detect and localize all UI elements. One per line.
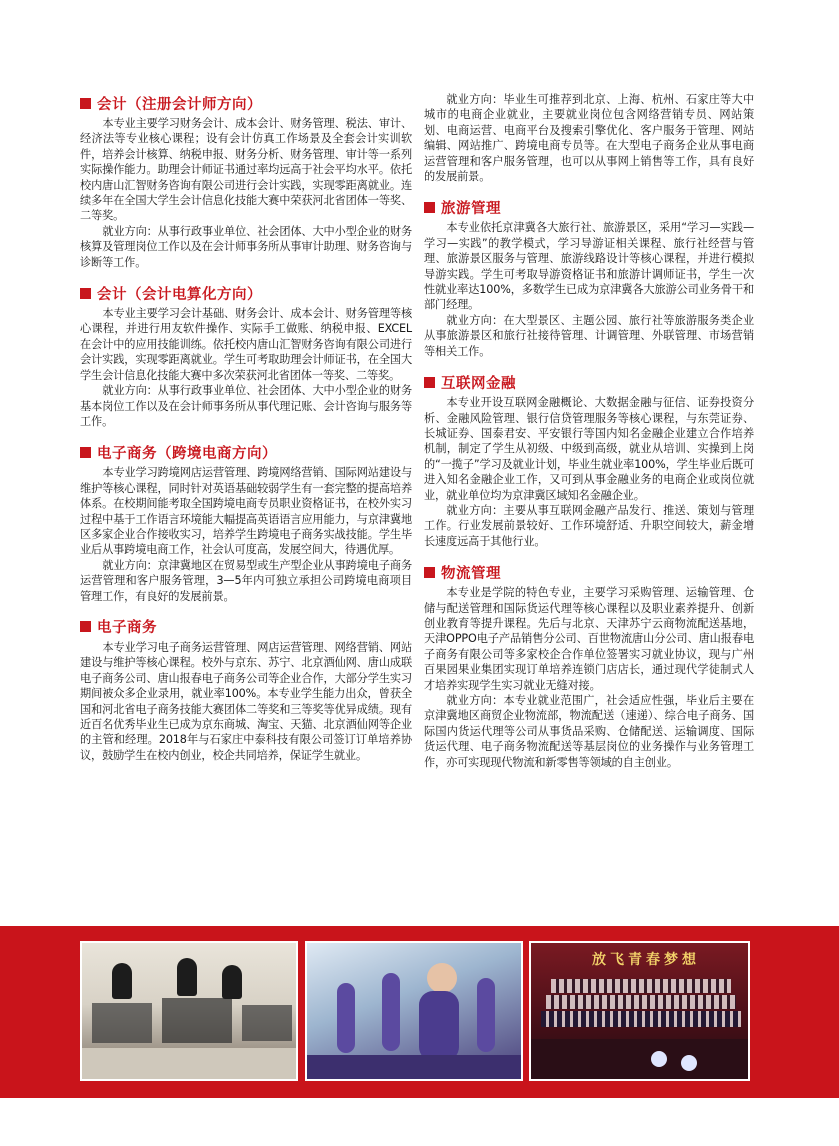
- red-square-bullet-icon: [424, 377, 435, 388]
- left-column: [80, 92, 412, 775]
- section-heading: [424, 371, 754, 393]
- section-paragraph: 本专业学习电子商务运营管理、网店运营管理、网络营销、网站建设与维护等核心课程。校外与京东、苏宁、北京酒仙网、唐山成联电子商务公司、唐山报春电子商务公司等企业合作，大部分学生实习期间被众多企业录用，就业率100%。本专业学生能力出众，曾获全国和河北省电子商务技能大赛团体二等奖和三等奖等优异成绩。现有近百名优秀毕业生已成为京东商城、淘宝、天猫、北京酒仙网等企业的主管和经理。2018年与石家庄中泰科技有限公司签订订单培养协议，鼓励学生在校内创业，校企共同培养，保证学生就业。: [80, 640, 412, 762]
- section-paragraph: 本专业学习跨境网店运营管理、跨境网络营销、国际网站建设与维护等核心课程，同时针对英语基础较弱学生有一套完整的提高培养体系。在校期间能考取全国跨境电商专员职业资格证书，在校外实习过程中基于工作语言环境能大幅提高英语语言应用能力，与京津冀地区多家企业合作接收实习，培养学生跨境电子商务实战技能。学生毕业后从事跨境电商工作，社会认可度高，发展空间大，待遇优厚。: [80, 466, 412, 557]
- section-heading: [424, 196, 754, 218]
- section-heading: [80, 92, 412, 114]
- section-heading: [80, 441, 412, 463]
- left-section: [80, 282, 412, 429]
- section-paragraph: 就业方向：从事行政事业单位、社会团体、大中小型企业的财务基本岗位工作以及在会计师事务所从事代理记账、会计咨询与服务等工作。: [80, 384, 412, 428]
- section-title: 会计（注册会计师方向）: [97, 96, 262, 113]
- red-square-bullet-icon: [80, 447, 91, 458]
- choir-performance-photo: [529, 941, 750, 1081]
- computer-lab-photo: [80, 941, 298, 1081]
- right-column: [424, 92, 754, 782]
- section-title: 会计（会计电算化方向）: [97, 286, 262, 303]
- photo-banner-text: 放飞青春梦想: [592, 952, 700, 968]
- left-section: [80, 441, 412, 604]
- section-paragraph: 就业方向：毕业生可推荐到北京、上海、杭州、石家庄等大中城市的电商企业就业，主要就业岗位包含网络营销专员、网站策划、电商运营、电商平台及搜索引擎优化、客户服务于管理、网站编辑、网站推广、跨境电商专员等。在大型电子商务企业从事电商运营管理和客户服务管理，也可以从事网上销售等工作，具有良好的发展前景。: [424, 93, 754, 184]
- section-paragraph: 就业方向：主要从事互联网金融产品发行、推送、策划与管理工作。行业发展前景较好、工作环境舒适、升职空间较大，薪金增长速度远高于其他行业。: [424, 503, 754, 548]
- section-paragraph: 本专业主要学习会计基础、财务会计、成本会计、财务管理等核心课程，并进行用友软件操作、实际手工做账、纳税申报、EXCEL在会计中的应用技能训练。依托校内唐山汇智财务咨询有限公司进行会计实践，实现零距离就业。学生可考取助理会计师证书，在全国大学生会计信息化技能大赛中多次荣获河北省团体一等奖、二等奖。: [80, 307, 412, 382]
- right-section: [424, 371, 754, 549]
- left-section: [80, 92, 412, 270]
- section-paragraph: 就业方向：京津冀地区在贸易型或生产型企业从事跨境电子商务运营管理和客户服务管理，3—5年内可独立承担公司跨境电商项目管理工作，有良好的发展前景。: [80, 558, 412, 603]
- section-title: 电子商务: [97, 620, 157, 637]
- section-paragraph: 本专业是学院的特色专业，主要学习采购管理、运输管理、仓储与配送管理和国际货运代理等核心课程以及职业素养提升、创新创业教育等提升课程。先后与北京、天津苏宁云商物流配送基地，天津OPPO电子产品销售分公司、百世物流唐山分公司、唐山报春电子商务有限公司等多家校企合作单位签署实习就业协议，现与广州百果园果业集团实现订单培养连锁门店店长，通过现代学徒制式人才培养实现学生实习就业无缝对接。: [424, 586, 754, 692]
- section-paragraph: 就业方向：从事行政事业单位、社会团体、大中小型企业的财务核算及管理岗位工作以及在会计师事务所从事审计助理、财务咨询与诊断等工作。: [80, 224, 412, 269]
- red-square-bullet-icon: [424, 567, 435, 578]
- red-square-bullet-icon: [424, 202, 435, 213]
- right-section: [424, 561, 754, 770]
- section-heading: [80, 616, 412, 638]
- section-paragraph: 本专业开设互联网金融概论、大数据金融与征信、证券投资分析、金融风险管理、银行信贷管理服务等核心课程，与东莞证券、长城证券、国泰君安、平安银行等国内知名金融企业建立合作培养机制，制定了学生从初级、中级到高级，就业从培训、实操到上岗的“一揽子”学习及就业计划，毕业生就业率100%，学生毕业后既可进入知名金融企业工作，又可到从事金融业务的电商企业或岗位就业，就业单位均为京津冀区域知名金融企业。: [424, 396, 754, 502]
- left-section: [80, 616, 412, 763]
- section-paragraph: 本专业主要学习财务会计、成本会计、财务管理、税法、审计、经济法等专业核心课程；设有会计仿真工作场景及全套会计实训软件，培养会计核算、纳税申报、财务分析、财务管理、审计等一系列实际操作能力。助理会计师证书通过率均远高于社会平均水平。依托校内唐山汇智财务咨询有限公司进行会计实践，实现零距离就业。连续多年在全国大学生会计信息化技能大赛中荣获河北省团体一等奖、二等奖。: [80, 117, 412, 223]
- red-square-bullet-icon: [80, 621, 91, 632]
- section-title: 电子商务（跨境电商方向）: [97, 445, 277, 462]
- section-heading: [424, 561, 754, 583]
- right-section: [424, 196, 754, 359]
- red-square-bullet-icon: [80, 98, 91, 109]
- dance-class-photo: [305, 941, 523, 1081]
- section-title: 旅游管理: [441, 200, 501, 217]
- section-paragraph: 本专业依托京津冀各大旅行社、旅游景区，采用“学习—实践—学习—实践”的教学模式，学习导游证相关课程、旅行社经营与管理、旅游景区服务与管理、旅游线路设计等核心课程，并进行模拟导游实践。学生可考取导游资格证书和旅游计调师证书，学生一次性就业率达100%，多数学生已成为京津冀各大旅游公司业务骨干和部门经理。: [424, 221, 754, 312]
- right-section: [424, 92, 754, 184]
- section-heading: [80, 282, 412, 304]
- red-square-bullet-icon: [80, 288, 91, 299]
- section-paragraph: 就业方向：本专业就业范围广，社会适应性强，毕业后主要在京津冀地区商贸企业物流部，物流配送（速递）、综合电子商务、国际国内货运代理等公司从事货品采购、仓储配送、运输调度、国际货运代理、电子商务物流配送等基层岗位的业务操作与业务管理工作，亦可实现现代物流和新零售等领域的自主创业。: [424, 694, 754, 769]
- section-title: 互联网金融: [441, 375, 516, 392]
- section-title: 物流管理: [441, 565, 501, 582]
- section-paragraph: 就业方向：在大型景区、主题公园、旅行社等旅游服务类企业从事旅游景区和旅行社接待管理、计调管理、外联管理、市场营销等相关工作。: [424, 313, 754, 358]
